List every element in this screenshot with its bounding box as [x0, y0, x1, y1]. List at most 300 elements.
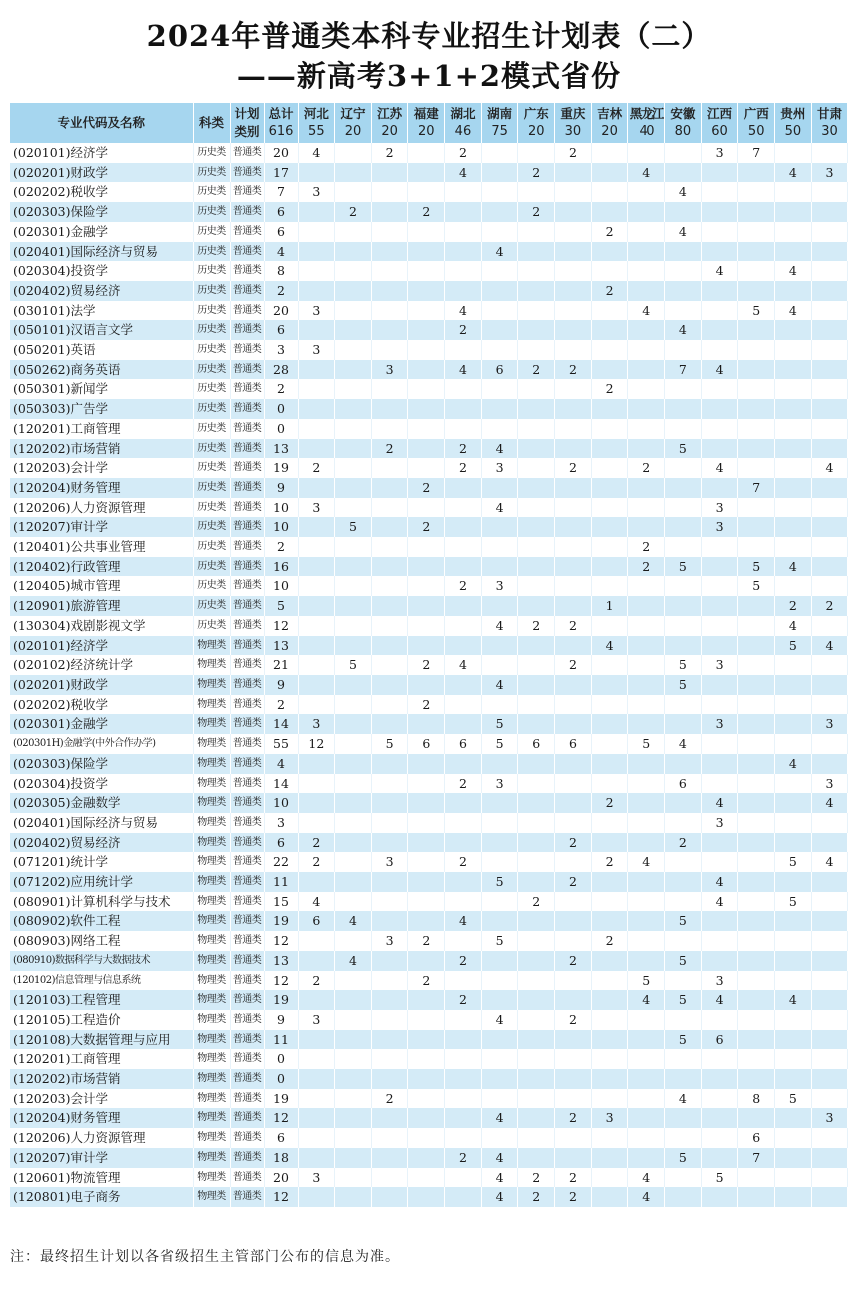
- province-value-cell: [481, 478, 518, 498]
- province-value-cell: [701, 439, 738, 459]
- province-value-cell: 3: [701, 517, 738, 537]
- plan-type-cell: 普通类: [230, 714, 264, 734]
- province-value-cell: [335, 793, 372, 813]
- province-value-cell: 2: [335, 202, 372, 222]
- province-value-cell: [665, 458, 702, 478]
- province-value-cell: [518, 852, 555, 872]
- province-value-cell: [701, 478, 738, 498]
- header-province: [811, 103, 848, 143]
- province-value-cell: [298, 1148, 335, 1168]
- province-value-cell: [701, 1010, 738, 1030]
- province-value-cell: 2: [628, 537, 665, 557]
- table-row: [10, 1128, 848, 1148]
- province-value-cell: 4: [628, 1187, 665, 1207]
- table-row: [10, 971, 848, 991]
- province-value-cell: [371, 892, 408, 912]
- table-row: [10, 655, 848, 675]
- province-value-cell: 2: [445, 320, 482, 340]
- province-value-cell: 2: [408, 695, 445, 715]
- province-value-cell: [555, 478, 592, 498]
- province-value-cell: [408, 379, 445, 399]
- province-value-cell: 3: [481, 774, 518, 794]
- province-value-cell: [775, 793, 812, 813]
- province-value-cell: [481, 596, 518, 616]
- province-value-cell: [518, 990, 555, 1010]
- total-cell: 20: [264, 143, 298, 163]
- province-value-cell: [518, 596, 555, 616]
- province-value-cell: [665, 143, 702, 163]
- province-count: 40: [639, 124, 653, 139]
- province-value-cell: [298, 517, 335, 537]
- province-value-cell: [628, 675, 665, 695]
- province-value-cell: [408, 636, 445, 656]
- province-value-cell: 4: [481, 616, 518, 636]
- province-value-cell: [335, 222, 372, 242]
- province-value-cell: [518, 1089, 555, 1109]
- province-value-cell: [555, 379, 592, 399]
- province-value-cell: [701, 163, 738, 183]
- header-kelei: 科类: [193, 103, 230, 143]
- province-value-cell: [591, 675, 628, 695]
- province-value-cell: [591, 143, 628, 163]
- major-name: (120203)会计学: [10, 458, 193, 478]
- major-name: (080910)数据科学与大数据技术: [10, 951, 193, 971]
- major-name: (030101)法学: [10, 301, 193, 321]
- kelei-cell: 历史类: [193, 419, 230, 439]
- province-value-cell: [775, 576, 812, 596]
- province-count: 20: [381, 124, 398, 139]
- province-value-cell: [811, 182, 848, 202]
- province-value-cell: 4: [775, 163, 812, 183]
- province-value-cell: [811, 695, 848, 715]
- province-value-cell: [408, 596, 445, 616]
- province-value-cell: [298, 1089, 335, 1109]
- province-value-cell: 4: [298, 892, 335, 912]
- province-value-cell: 4: [665, 734, 702, 754]
- province-value-cell: [371, 1128, 408, 1148]
- province-value-cell: [738, 911, 775, 931]
- province-value-cell: [518, 675, 555, 695]
- province-value-cell: 2: [555, 1108, 592, 1128]
- province-value-cell: [738, 202, 775, 222]
- plan-type-cell: 普通类: [230, 1108, 264, 1128]
- plan-type-cell: 普通类: [230, 675, 264, 695]
- province-value-cell: 5: [665, 1030, 702, 1050]
- province-value-cell: 5: [371, 734, 408, 754]
- plan-type-cell: 普通类: [230, 202, 264, 222]
- province-value-cell: [371, 1168, 408, 1188]
- total-cell: 22: [264, 852, 298, 872]
- province-value-cell: [481, 419, 518, 439]
- province-value-cell: 6: [738, 1128, 775, 1148]
- kelei-cell: 物理类: [193, 1010, 230, 1030]
- province-value-cell: 6: [701, 1030, 738, 1050]
- total-cell: 10: [264, 793, 298, 813]
- province-value-cell: [518, 340, 555, 360]
- province-value-cell: 3: [811, 774, 848, 794]
- province-value-cell: [335, 261, 372, 281]
- province-value-cell: [628, 774, 665, 794]
- plan-type-cell: 普通类: [230, 301, 264, 321]
- total-cell: 14: [264, 714, 298, 734]
- province-value-cell: [335, 340, 372, 360]
- province-value-cell: 2: [518, 1187, 555, 1207]
- province-value-cell: [775, 1108, 812, 1128]
- kelei-cell: 历史类: [193, 458, 230, 478]
- province-value-cell: 3: [298, 714, 335, 734]
- province-value-cell: [738, 1049, 775, 1069]
- province-value-cell: 3: [371, 852, 408, 872]
- province-value-cell: 6: [665, 774, 702, 794]
- province-value-cell: 4: [701, 990, 738, 1010]
- province-name: 湖北: [450, 106, 476, 121]
- province-value-cell: [298, 281, 335, 301]
- province-value-cell: [775, 222, 812, 242]
- province-value-cell: [665, 714, 702, 734]
- province-value-cell: 2: [298, 458, 335, 478]
- province-value-cell: [665, 636, 702, 656]
- province-value-cell: [628, 143, 665, 163]
- province-value-cell: 2: [518, 202, 555, 222]
- province-value-cell: [481, 143, 518, 163]
- province-value-cell: [371, 872, 408, 892]
- province-value-cell: [481, 892, 518, 912]
- kelei-cell: 物理类: [193, 774, 230, 794]
- header-province: [555, 103, 592, 143]
- province-value-cell: 2: [555, 833, 592, 853]
- province-value-cell: [408, 833, 445, 853]
- table-row: [10, 1010, 848, 1030]
- kelei-cell: 物理类: [193, 675, 230, 695]
- province-value-cell: [481, 557, 518, 577]
- province-value-cell: [408, 1030, 445, 1050]
- plan-type-cell: 普通类: [230, 1128, 264, 1148]
- province-value-cell: [738, 379, 775, 399]
- major-name: (020304)投资学: [10, 261, 193, 281]
- province-value-cell: [738, 675, 775, 695]
- province-value-cell: 5: [775, 892, 812, 912]
- table-row: [10, 1030, 848, 1050]
- province-value-cell: 4: [481, 1148, 518, 1168]
- province-value-cell: [555, 754, 592, 774]
- province-value-cell: [298, 774, 335, 794]
- province-value-cell: [335, 478, 372, 498]
- total-cell: 6: [264, 222, 298, 242]
- province-value-cell: [738, 537, 775, 557]
- province-value-cell: [811, 1089, 848, 1109]
- plan-type-cell: 普通类: [230, 1010, 264, 1030]
- province-value-cell: [665, 793, 702, 813]
- province-value-cell: [775, 951, 812, 971]
- province-value-cell: 2: [591, 852, 628, 872]
- table-row: [10, 951, 848, 971]
- province-value-cell: [518, 458, 555, 478]
- province-value-cell: [628, 655, 665, 675]
- major-name: (020301)金融学: [10, 714, 193, 734]
- province-value-cell: [628, 261, 665, 281]
- province-value-cell: [811, 261, 848, 281]
- table-row: [10, 695, 848, 715]
- kelei-cell: 物理类: [193, 1069, 230, 1089]
- province-value-cell: 2: [518, 163, 555, 183]
- province-value-cell: [701, 320, 738, 340]
- province-value-cell: [335, 636, 372, 656]
- province-count: 60: [711, 124, 728, 139]
- province-value-cell: [591, 261, 628, 281]
- province-value-cell: [298, 399, 335, 419]
- province-value-cell: [298, 320, 335, 340]
- province-value-cell: [445, 754, 482, 774]
- province-value-cell: [591, 774, 628, 794]
- province-value-cell: [738, 419, 775, 439]
- table-row: [10, 320, 848, 340]
- province-value-cell: [445, 813, 482, 833]
- province-value-cell: [298, 616, 335, 636]
- province-value-cell: [371, 1108, 408, 1128]
- major-name: (120202)市场营销: [10, 439, 193, 459]
- province-value-cell: [481, 517, 518, 537]
- province-value-cell: 2: [408, 202, 445, 222]
- province-value-cell: 5: [665, 655, 702, 675]
- province-value-cell: [371, 242, 408, 262]
- province-value-cell: 2: [445, 458, 482, 478]
- kelei-cell: 物理类: [193, 813, 230, 833]
- major-name: (020201)财政学: [10, 675, 193, 695]
- kelei-cell: 历史类: [193, 340, 230, 360]
- province-value-cell: [555, 852, 592, 872]
- province-value-cell: 4: [775, 301, 812, 321]
- province-value-cell: 6: [445, 734, 482, 754]
- province-value-cell: [665, 537, 702, 557]
- province-value-cell: [701, 399, 738, 419]
- province-value-cell: [738, 774, 775, 794]
- province-value-cell: [701, 1089, 738, 1109]
- province-value-cell: [518, 498, 555, 518]
- province-value-cell: [408, 419, 445, 439]
- kelei-cell: 物理类: [193, 793, 230, 813]
- major-name: (050101)汉语言文学: [10, 320, 193, 340]
- province-value-cell: 5: [775, 636, 812, 656]
- province-value-cell: [591, 833, 628, 853]
- province-value-cell: [701, 281, 738, 301]
- province-value-cell: 5: [335, 655, 372, 675]
- province-value-cell: [481, 655, 518, 675]
- table-row: [10, 1069, 848, 1089]
- province-value-cell: [628, 892, 665, 912]
- province-value-cell: [628, 576, 665, 596]
- province-value-cell: [481, 695, 518, 715]
- province-value-cell: [628, 596, 665, 616]
- province-value-cell: 6: [408, 734, 445, 754]
- province-value-cell: [298, 793, 335, 813]
- province-value-cell: [445, 793, 482, 813]
- province-value-cell: 2: [408, 517, 445, 537]
- plan-type-cell: 普通类: [230, 340, 264, 360]
- province-value-cell: [335, 1187, 372, 1207]
- kelei-cell: 物理类: [193, 990, 230, 1010]
- province-value-cell: [665, 971, 702, 991]
- province-value-cell: [811, 813, 848, 833]
- province-value-cell: 6: [555, 734, 592, 754]
- province-value-cell: [665, 517, 702, 537]
- province-value-cell: [628, 340, 665, 360]
- province-value-cell: [811, 242, 848, 262]
- table-row: [10, 754, 848, 774]
- major-name: (020301H)金融学(中外合作办学): [10, 734, 193, 754]
- province-value-cell: [445, 892, 482, 912]
- header-province: [371, 103, 408, 143]
- total-cell: 20: [264, 301, 298, 321]
- province-value-cell: [335, 439, 372, 459]
- province-value-cell: 2: [555, 1010, 592, 1030]
- plan-type-cell: 普通类: [230, 596, 264, 616]
- province-name: 贵州: [780, 106, 806, 121]
- province-value-cell: [628, 714, 665, 734]
- province-value-cell: 4: [481, 675, 518, 695]
- province-value-cell: [628, 320, 665, 340]
- province-value-cell: [628, 419, 665, 439]
- province-value-cell: [738, 892, 775, 912]
- province-value-cell: [811, 517, 848, 537]
- province-value-cell: [665, 1108, 702, 1128]
- province-value-cell: [811, 833, 848, 853]
- table-row: [10, 813, 848, 833]
- province-value-cell: [371, 163, 408, 183]
- province-value-cell: [408, 182, 445, 202]
- province-value-cell: [555, 576, 592, 596]
- kelei-cell: 物理类: [193, 1089, 230, 1109]
- province-value-cell: [665, 301, 702, 321]
- table-row: [10, 1148, 848, 1168]
- province-value-cell: [775, 872, 812, 892]
- province-value-cell: [665, 1049, 702, 1069]
- province-value-cell: [665, 616, 702, 636]
- province-value-cell: [408, 360, 445, 380]
- province-value-cell: [335, 616, 372, 636]
- province-value-cell: [371, 281, 408, 301]
- province-value-cell: [408, 616, 445, 636]
- total-cell: 0: [264, 1049, 298, 1069]
- province-value-cell: 5: [665, 1148, 702, 1168]
- total-cell: 13: [264, 636, 298, 656]
- kelei-cell: 历史类: [193, 320, 230, 340]
- kelei-cell: 历史类: [193, 439, 230, 459]
- plan-type-cell: 普通类: [230, 1187, 264, 1207]
- province-value-cell: 4: [665, 1089, 702, 1109]
- province-value-cell: [738, 281, 775, 301]
- plan-type-cell: 普通类: [230, 695, 264, 715]
- province-value-cell: [555, 419, 592, 439]
- header-plan-type-line2: 类别: [234, 124, 260, 139]
- province-value-cell: [701, 379, 738, 399]
- province-value-cell: [701, 576, 738, 596]
- plan-type-cell: 普通类: [230, 320, 264, 340]
- total-cell: 12: [264, 1108, 298, 1128]
- province-value-cell: [738, 636, 775, 656]
- province-value-cell: [481, 951, 518, 971]
- province-value-cell: 5: [628, 734, 665, 754]
- province-value-cell: [811, 557, 848, 577]
- province-value-cell: 2: [811, 596, 848, 616]
- province-value-cell: [518, 261, 555, 281]
- province-name: 湖南: [487, 106, 513, 121]
- province-value-cell: [775, 1069, 812, 1089]
- province-value-cell: [298, 222, 335, 242]
- province-value-cell: [408, 1010, 445, 1030]
- province-count: 30: [564, 124, 582, 139]
- province-value-cell: [591, 1128, 628, 1148]
- province-value-cell: [298, 1128, 335, 1148]
- province-value-cell: 4: [701, 793, 738, 813]
- province-value-cell: [738, 754, 775, 774]
- plan-type-cell: 普通类: [230, 478, 264, 498]
- total-cell: 10: [264, 576, 298, 596]
- province-value-cell: [811, 1187, 848, 1207]
- province-value-cell: [591, 517, 628, 537]
- header-province: [481, 103, 518, 143]
- kelei-cell: 物理类: [193, 931, 230, 951]
- province-value-cell: [371, 911, 408, 931]
- province-value-cell: [628, 281, 665, 301]
- province-value-cell: 2: [445, 951, 482, 971]
- province-value-cell: [481, 182, 518, 202]
- province-value-cell: [591, 242, 628, 262]
- province-value-cell: [591, 557, 628, 577]
- province-value-cell: [811, 911, 848, 931]
- province-value-cell: [811, 1010, 848, 1030]
- province-value-cell: [518, 951, 555, 971]
- province-value-cell: 4: [811, 636, 848, 656]
- province-value-cell: 2: [371, 1089, 408, 1109]
- province-value-cell: 5: [665, 557, 702, 577]
- province-value-cell: [371, 222, 408, 242]
- kelei-cell: 历史类: [193, 399, 230, 419]
- total-cell: 3: [264, 340, 298, 360]
- province-value-cell: [408, 793, 445, 813]
- plan-type-cell: 普通类: [230, 951, 264, 971]
- province-value-cell: 2: [445, 774, 482, 794]
- province-value-cell: [665, 695, 702, 715]
- province-value-cell: [701, 636, 738, 656]
- province-value-cell: [775, 498, 812, 518]
- province-value-cell: [335, 1030, 372, 1050]
- total-cell: 18: [264, 1148, 298, 1168]
- province-value-cell: 3: [371, 360, 408, 380]
- province-value-cell: [298, 872, 335, 892]
- plan-type-cell: 普通类: [230, 458, 264, 478]
- province-value-cell: [665, 576, 702, 596]
- province-value-cell: 5: [665, 951, 702, 971]
- plan-type-cell: 普通类: [230, 971, 264, 991]
- province-value-cell: [665, 498, 702, 518]
- province-value-cell: 4: [811, 458, 848, 478]
- province-value-cell: 2: [298, 852, 335, 872]
- province-value-cell: [371, 576, 408, 596]
- province-value-cell: [775, 360, 812, 380]
- province-value-cell: [445, 1069, 482, 1089]
- province-value-cell: [811, 340, 848, 360]
- table-row: [10, 163, 848, 183]
- province-value-cell: [518, 399, 555, 419]
- province-value-cell: [481, 222, 518, 242]
- province-value-cell: [518, 695, 555, 715]
- province-value-cell: [518, 320, 555, 340]
- major-name: (120801)电子商务: [10, 1187, 193, 1207]
- province-value-cell: [408, 754, 445, 774]
- province-value-cell: [408, 1168, 445, 1188]
- table-row: [10, 340, 848, 360]
- major-name: (020101)经济学: [10, 143, 193, 163]
